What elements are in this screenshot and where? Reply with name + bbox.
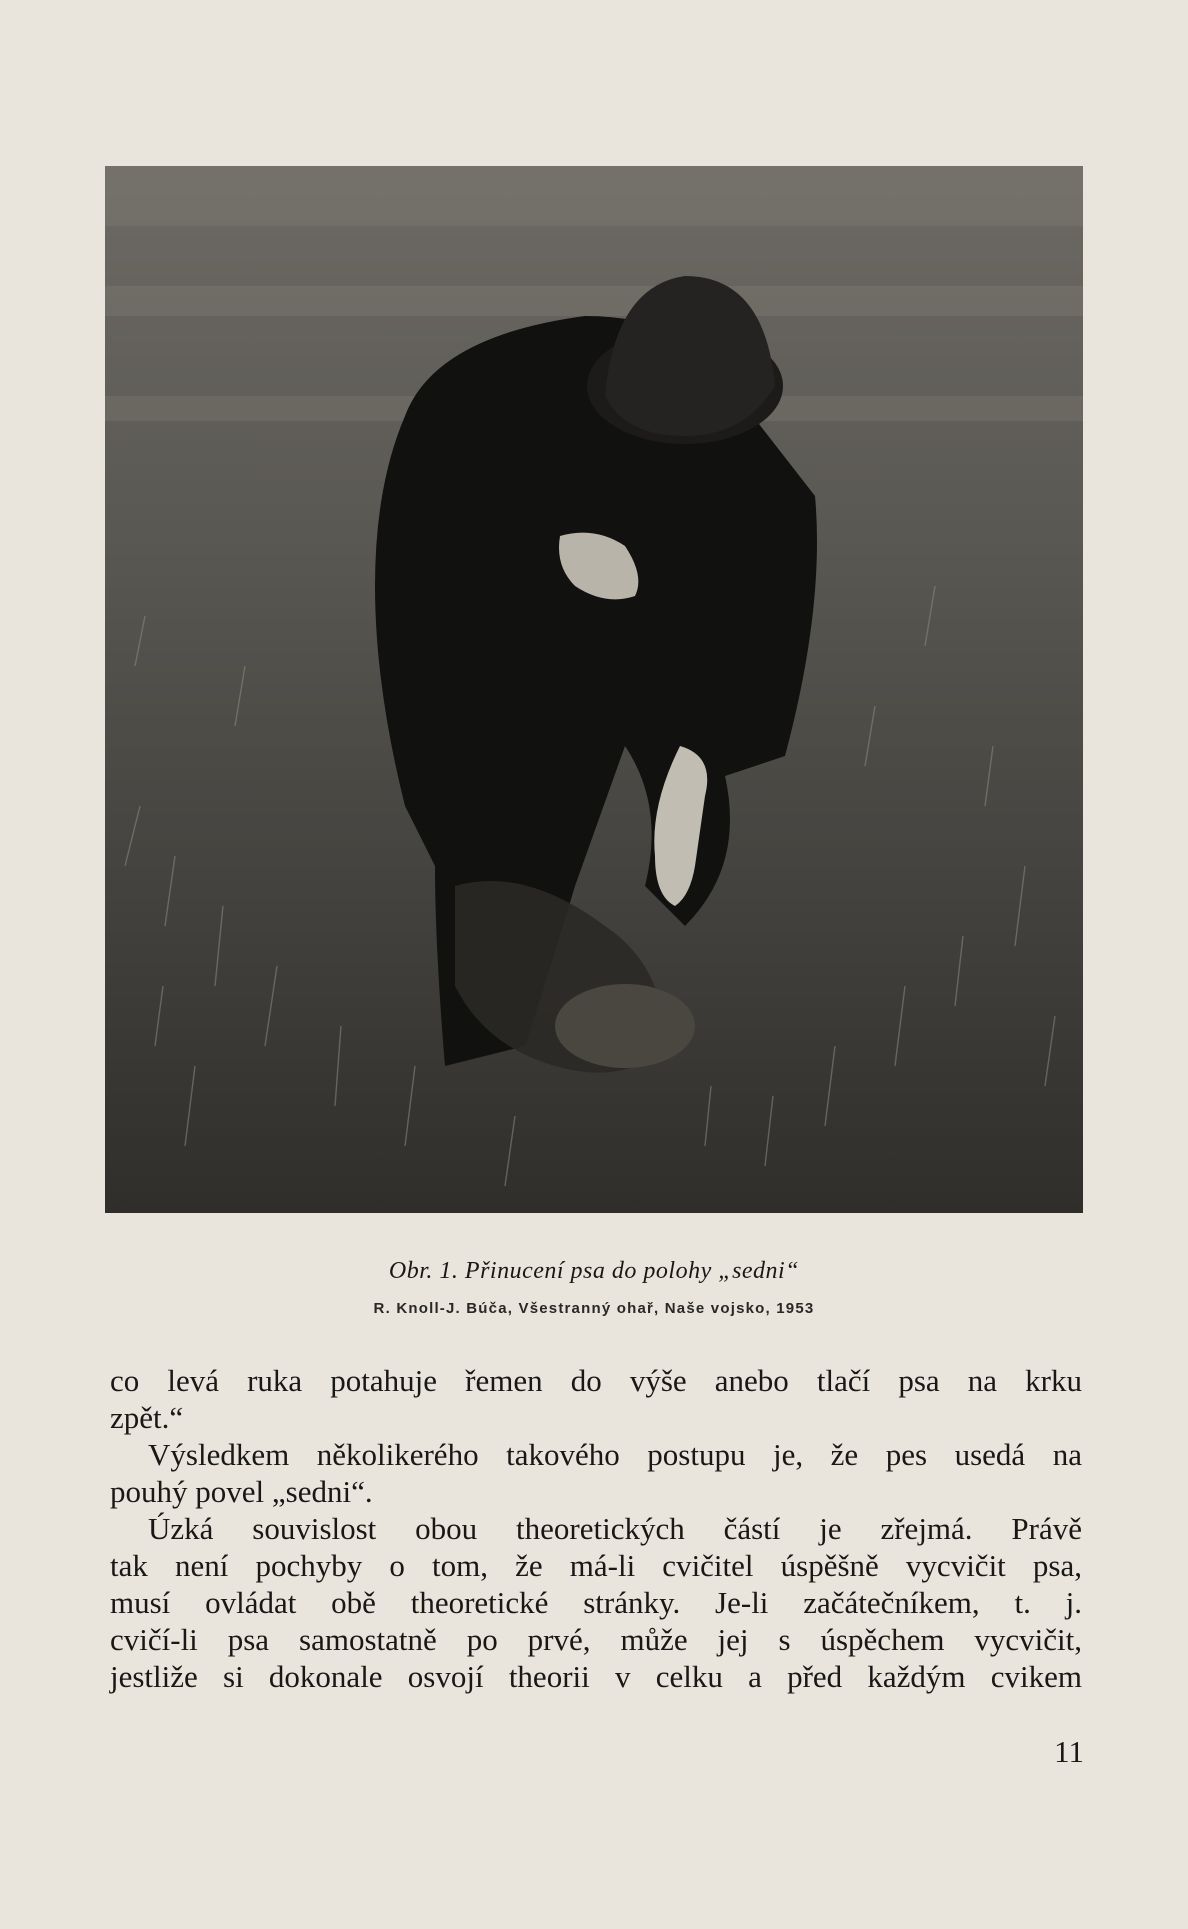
text-line: co levá ruka potahuje řemen do výše anebo tlačí psa na krku: [110, 1363, 1082, 1398]
figure-source: R. Knoll-J. Búča, Všestranný ohař, Naše vojsko, 1953: [373, 1300, 815, 1317]
body-text: [110, 1362, 1082, 1695]
text-line: pouhý povel „sedni“.: [110, 1474, 373, 1509]
text-line: Výsledkem několikerého takového postupu je, že pes usedá na: [148, 1437, 1082, 1472]
text-line: musí ovládat obě theoretické stránky. Je-li začátečníkem, t. j.: [110, 1585, 1082, 1620]
page-number: 11: [1054, 1734, 1084, 1769]
text-line: jestliže si dokonale osvojí theorii v celku a před každým cvikem: [110, 1659, 1082, 1694]
text-line: Úzká souvislost obou theoretických částí je zřejmá. Právě: [148, 1511, 1082, 1546]
text-line: zpět.“: [110, 1400, 184, 1435]
photo-illustration: [105, 166, 1083, 1213]
figure-caption: Obr. 1. Přinucení psa do polohy „sedni“: [388, 1258, 800, 1284]
photo-man-training-dog: [105, 166, 1083, 1213]
text-line: cvičí-li psa samostatně po prvé, může jej s úspěchem vycvičit,: [110, 1622, 1082, 1657]
text-line: tak není pochyby o tom, že má-li cvičitel úspěšně vycvičit psa,: [110, 1548, 1082, 1583]
